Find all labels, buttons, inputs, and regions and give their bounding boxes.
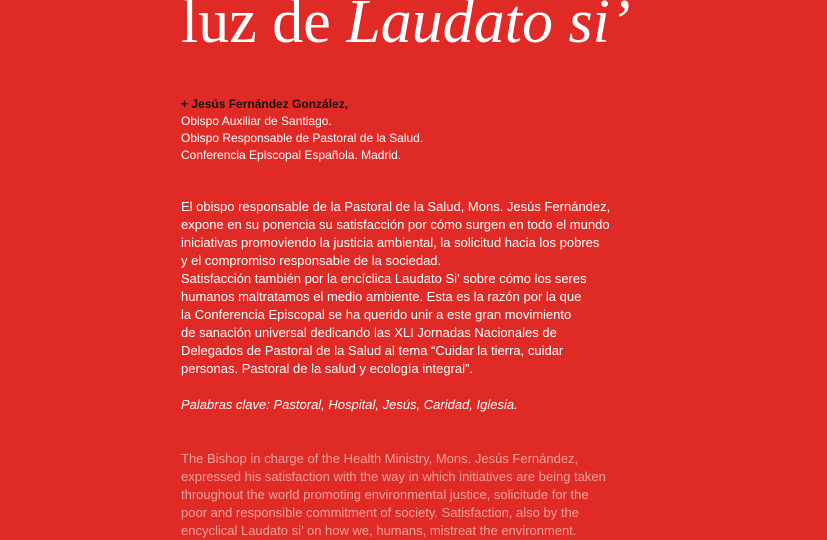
abstract-es-line: Delegados de Pastoral de la Salud al tema “Cuidar la tierra, cuidar	[181, 343, 564, 358]
author-name: + Jesús Fernández González,	[181, 97, 349, 111]
abstract-es-line: iniciativas promoviendo la justicia ambiental, la solicitud hacia los pobres	[181, 235, 600, 250]
abstract-en-line: The Bishop in charge of the Health Ministry, Mons. Jesús Fernández,	[181, 451, 579, 466]
abstract-es-line: expone en su ponencia su satisfacción por cómo surgen en todo el mundo	[181, 217, 610, 232]
abstract-en-line: expressed his satisfaction with the way in which initiatives are being taken	[181, 469, 606, 484]
abstract-es-line: la Conferencia Episcopal se ha querido unir a este gran movimiento	[181, 307, 572, 322]
abstract-en-line: encyclical Laudato si’ on how we, humans, mistreat the environment.	[181, 523, 577, 538]
abstract-english	[181, 450, 606, 540]
abstract-es-line: de sanación universal dedicando las XLI Jornadas Nacionales de	[181, 325, 557, 340]
abstract-en-line: throughout the world promoting environmental justice, solicitude for the	[181, 487, 589, 502]
abstract-es-line: Satisfacción también por la encíclica Laudato Si’ sobre cómo los seres	[181, 271, 587, 286]
abstract-es-line: y el compromiso responsable de la sociedad.	[181, 253, 442, 268]
author-affiliation-1: Obispo Auxiliar de Santiago.	[181, 114, 332, 128]
abstract-es-line: humanos maltratamos el medio ambiente. Esta es la razón por la que	[181, 289, 582, 304]
keywords: Palabras clave: Pastoral, Hospital, Jesús, Caridad, Iglesia.	[181, 397, 518, 412]
author-affiliation-3: Conferencia Episcopal Española. Madrid.	[181, 148, 402, 162]
abstract-es-line: personas. Pastoral de la salud y ecología integral”.	[181, 361, 473, 376]
article-title	[181, 0, 630, 60]
title-italic: Laudato si’	[346, 0, 631, 56]
abstract-en-line: poor and responsible commitment of society. Satisfaction, also by the	[181, 505, 579, 520]
title-regular: luz de	[181, 0, 347, 56]
author-affiliation-2: Obispo Responsable de Pastoral de la Salud.	[181, 131, 424, 145]
author-block	[181, 96, 423, 164]
abstract-spanish	[181, 198, 651, 378]
abstract-es-line: El obispo responsable de la Pastoral de la Salud, Mons. Jesús Fernández,	[181, 199, 611, 214]
